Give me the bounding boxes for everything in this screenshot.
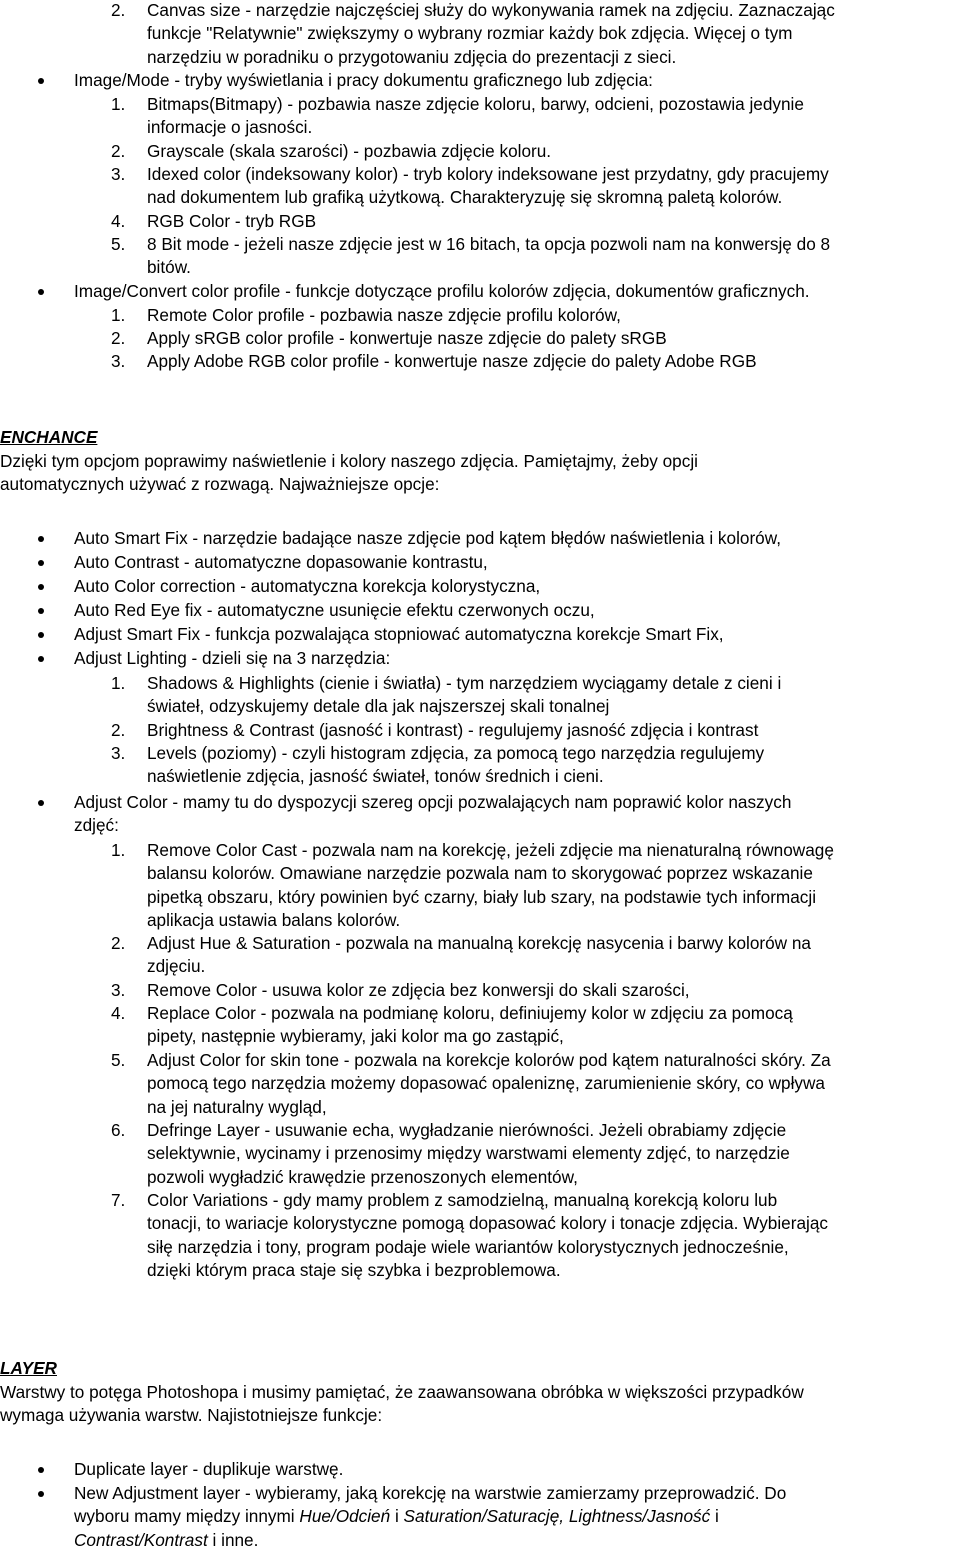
- text-line: Adjust Color for skin tone - pozwala na korekcje kolorów pod kątem naturalności skóry. Za: [147, 1050, 831, 1070]
- text-line: pozwoli wygładzić krawędzie przenoszonych elementów,: [147, 1166, 578, 1187]
- image-mode-text: Image/Mode - tryby wyświetlania i pracy dokumentu graficznego lub zdjęcia:: [74, 70, 653, 90]
- list-item-text: [147, 1189, 828, 1283]
- list-number: 4.: [111, 1003, 126, 1023]
- text-line: Idexed color (indeksowany kolor) - tryb kolory indeksowane jest przydatny, gdy pracujemy: [147, 164, 829, 184]
- text-line: automatycznych używać z rozwagą. Najważniejsze opcje:: [0, 474, 440, 495]
- list-number: 1.: [111, 305, 126, 325]
- bullet-icon: [38, 289, 44, 295]
- text-line: pipetką obszaru, który powinien być czarny, biały lub szary, na podstawie tych informacji: [147, 886, 817, 907]
- text-span: wyboru mamy między innymi: [74, 1506, 300, 1527]
- list-number: 4.: [111, 211, 126, 231]
- text-line: 8 Bit mode - jeżeli nasze zdjęcie jest w 16 bitach, ta opcja pozwoli nam na konwersję do 8: [147, 234, 831, 254]
- text-line: Shadows & Highlights (cienie i światła) - tym narzędziem wyciągamy detale z cieni i: [147, 673, 782, 693]
- list-item-text: [147, 1119, 790, 1189]
- bullet-icon: [38, 608, 44, 614]
- list-number: 2.: [111, 328, 126, 348]
- bullet-icon: [38, 800, 44, 806]
- adjust-color-text: [74, 791, 791, 838]
- text-line: informacje o jasności.: [147, 117, 313, 138]
- list-item-text: RGB Color - tryb RGB: [147, 211, 317, 231]
- text-line: naświetlenie zdjęcia, jasność świateł, tonów średnich i cieni.: [147, 766, 604, 787]
- text-line: zdjęciu.: [147, 956, 206, 977]
- text-line: Remove Color Cast - pozwala nam na korekcję, jeżeli zdjęcie ma nienaturalną równowagę: [147, 840, 834, 860]
- list-item-text: Remove Color - usuwa kolor ze zdjęcia bez konwersji do skali szarości,: [147, 980, 690, 1000]
- text-line: funkcje "Relatywnie" zwiększymy o wybrany rozmiar każdy bok zdjęcia. Więcej o tym: [147, 23, 793, 44]
- list-number: 5.: [111, 1050, 126, 1070]
- list-item-text: [147, 93, 804, 140]
- list-item-text: Auto Red Eye fix - automatyczne usunięcie efektu czerwonych oczu,: [74, 600, 595, 620]
- text-line: narzędziu w poradniku o przygotowaniu zdjęcia do prezentacji z sieci.: [147, 46, 677, 67]
- section-heading-layer: LAYER: [0, 1358, 57, 1378]
- list-number: 3.: [111, 164, 126, 184]
- list-item-text: Apply sRGB color profile - konwertuje nasze zdjęcie do palety sRGB: [147, 328, 667, 348]
- text-line: aplikacja ustawia balans kolorów.: [147, 910, 401, 931]
- italic-term: Contrast/Kontrast: [74, 1529, 208, 1550]
- list-number: 1.: [111, 94, 126, 114]
- list-item-text: Brightness & Contrast (jasność i kontrast) - regulujemy jasność zdjęcia i kontrast: [147, 720, 759, 740]
- list-item-text: [147, 1049, 831, 1119]
- list-number: 5.: [111, 234, 126, 254]
- text-line: bitów.: [147, 257, 191, 278]
- list-number: 2.: [111, 0, 126, 20]
- list-number: 2.: [111, 933, 126, 953]
- list-item-text: Auto Contrast - automatyczne dopasowanie kontrastu,: [74, 552, 488, 572]
- list-number: 7.: [111, 1190, 126, 1210]
- text-line: Warstwy to potęga Photoshopa i musimy pamiętać, że zaawansowana obróbka w większości przypadków: [0, 1382, 804, 1402]
- text-line: Color Variations - gdy mamy problem z samodzielną, manualną korekcją koloru lub: [147, 1190, 778, 1210]
- text-span: i: [390, 1506, 404, 1527]
- text-line: świateł, odzyskujemy detale dla jak najszerszej skali tonalnej: [147, 696, 610, 717]
- text-line: New Adjustment layer - wybieramy, jaką korekcję na warstwie zamierzamy przeprowadzić. Do: [74, 1483, 787, 1503]
- text-line: zdjęć:: [74, 815, 119, 836]
- bullet-icon: [38, 560, 44, 566]
- bullet-icon: [38, 656, 44, 662]
- list-item-text: Duplicate layer - duplikuje warstwę.: [74, 1459, 344, 1479]
- list-item-text: Apply Adobe RGB color profile - konwertuje nasze zdjęcie do palety Adobe RGB: [147, 351, 757, 371]
- list-item-text: Adjust Smart Fix - funkcja pozwalająca stopniować automatyczna korekcje Smart Fix,: [74, 624, 724, 644]
- list-item-text: [147, 1002, 793, 1049]
- list-item-text: Auto Color correction - automatyczna korekcja kolorystyczna,: [74, 576, 541, 596]
- text-line: [74, 1505, 786, 1528]
- bullet-icon: [38, 632, 44, 638]
- list-item-text: Adjust Lighting - dzieli się na 3 narzędzia:: [74, 648, 391, 668]
- list-number: 3.: [111, 351, 126, 371]
- enchance-intro: [0, 450, 698, 497]
- list-item-text: [147, 839, 834, 933]
- text-line: Adjust Color - mamy tu do dyspozycji szereg opcji pozwalających nam poprawić kolor naszych: [74, 792, 792, 812]
- list-number: 3.: [111, 980, 126, 1000]
- list-item-text: [147, 163, 829, 210]
- list-item-text: Remote Color profile - pozbawia nasze zdjęcie profilu kolorów,: [147, 305, 621, 325]
- image-convert-text: Image/Convert color profile - funkcje dotyczące profilu kolorów zdjęcia, dokumentów graficznych.: [74, 281, 810, 301]
- list-item-text: Grayscale (skala szarości) - pozbawia zdjęcie koloru.: [147, 141, 552, 161]
- text-line: Bitmaps(Bitmapy) - pozbawia nasze zdjęcie koloru, barwy, odcieni, pozostawia jedynie: [147, 94, 804, 114]
- text-line: selektywnie, wycinamy i przenosimy między warstwami elementy zdjęć, to narzędzie: [147, 1143, 790, 1164]
- list-number: 2.: [111, 141, 126, 161]
- text-line: pomocą tego narzędzia możemy dopasować opaleniznę, zarumienienie skóry, co wpływa: [147, 1073, 825, 1094]
- bullet-icon: [38, 78, 44, 84]
- list-item-text: [147, 233, 830, 280]
- list-item-text: [147, 672, 781, 719]
- new-adjustment-layer-text: [74, 1482, 786, 1552]
- text-line: Adjust Hue & Saturation - pozwala na manualną korekcję nasycenia i barwy kolorów na: [147, 933, 811, 953]
- list-item-text: [147, 742, 764, 789]
- list-item-text: [147, 932, 811, 979]
- text-line: wymaga używania warstw. Najistotniejsze funkcje:: [0, 1405, 383, 1426]
- list-number: 2.: [111, 720, 126, 740]
- list-number: 1.: [111, 840, 126, 860]
- list-number: 1.: [111, 673, 126, 693]
- text-line: dzięki którym praca staje się szybka i bezproblemowa.: [147, 1260, 561, 1281]
- italic-term: Hue/Odcień: [299, 1506, 391, 1527]
- bullet-icon: [38, 584, 44, 590]
- text-line: Canvas size - narzędzie najczęściej służy do wykonywania ramek na zdjęciu. Zaznaczając: [147, 0, 835, 20]
- bullet-icon: [38, 1467, 44, 1473]
- list-item-text: Auto Smart Fix - narzędzie badające nasze zdjęcie pod kątem błędów naświetlenia i kolorów,: [74, 528, 781, 548]
- text-span: i: [710, 1506, 719, 1527]
- italic-term: Saturation/Saturację, Lightness/Jasność: [403, 1506, 711, 1527]
- text-line: balansu kolorów. Omawiane narzędzie pozwala nam to skorygować poprzez wskazanie: [147, 863, 813, 884]
- section-heading-enchance: ENCHANCE: [0, 427, 98, 447]
- bullet-icon: [38, 1491, 44, 1497]
- text-line: Dzięki tym opcjom poprawimy naświetlenie i kolory naszego zdjęcia. Pamiętajmy, żeby opcji: [0, 451, 698, 471]
- bullet-icon: [38, 536, 44, 542]
- text-line: pipety, następnie wybieramy, jaki kolor ma go zastąpić,: [147, 1026, 564, 1047]
- text-span: i inne.: [207, 1529, 259, 1550]
- text-line: nad dokumentem lub grafiką użytkową. Charakteryzuję się skromną paletą kolorów.: [147, 187, 783, 208]
- canvas-size-text: [147, 0, 835, 69]
- text-line: siłę narzędzia i tony, program podaje wiele wariantów kolorystycznych jednocześnie,: [147, 1236, 789, 1257]
- list-number: 3.: [111, 743, 126, 763]
- text-line: tonacji, to wariacje kolorystyczne pomogą dopasować kolory i tonacje zdjęcia. Wybierając: [147, 1213, 828, 1234]
- text-line: na jej naturalny wygląd,: [147, 1096, 327, 1117]
- text-line: Levels (poziomy) - czyli histogram zdjęcia, za pomocą tego narzędzia regulujemy: [147, 743, 765, 763]
- layer-intro: [0, 1381, 804, 1428]
- text-line: Replace Color - pozwala na podmianę koloru, definiujemy kolor w zdjęciu za pomocą: [147, 1003, 793, 1023]
- list-number: 6.: [111, 1120, 126, 1140]
- text-line: Defringe Layer - usuwanie echa, wygładzanie nierówności. Jeżeli obrabiamy zdjęcie: [147, 1120, 787, 1140]
